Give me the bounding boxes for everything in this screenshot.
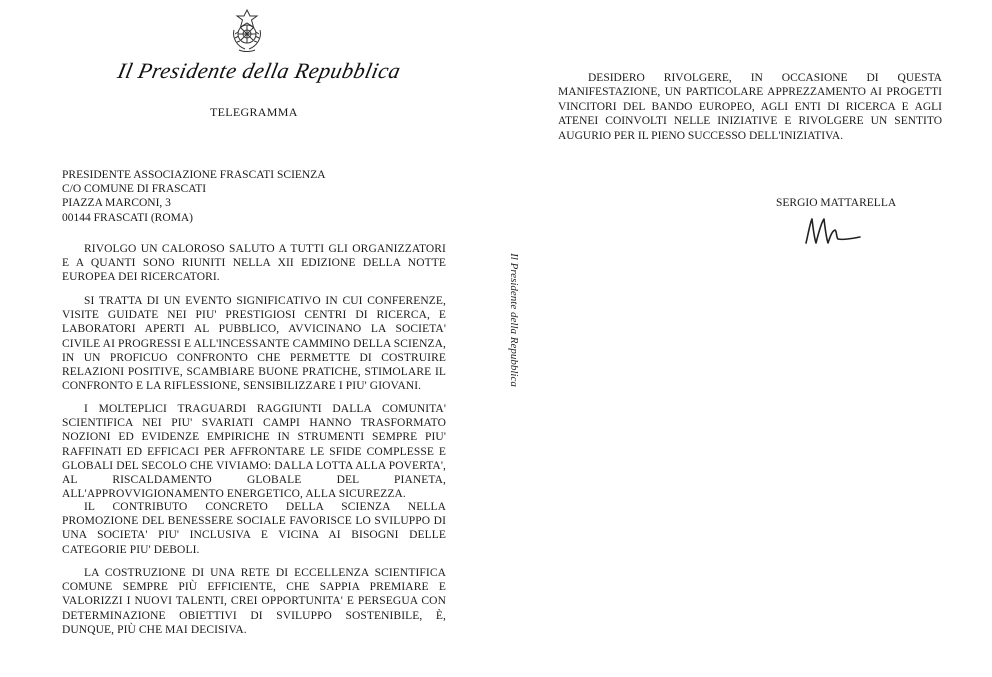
handwritten-signature-icon [802, 213, 866, 247]
address-line: C/O COMUNE DI FRASCATI [62, 183, 207, 196]
body-paragraph: SI TRATTA DI UN EVENTO SIGNIFICATIVO IN CUI CONFERENZE, VISITE GUIDATE NEI PIU' PRESTIGIOSI CENTRI DI RICERCA, E LABORATORI APERTI AL PUBBLICO, AVVICINANO LA SOCIETA' CIVILE AI PROGRESSI E ALL'INCESSANTE CAMMINO DELLA SCIENZA, IN UN PROFICUO CONFRONTO CHE PERMETTE DI COSTRUIRE RELAZIONI POSITIVE, SCAMBIARE BUONE PRATICHE, STIMOLARE IL CONFRONTO E LA RIFLESSIONE, SENSIBILIZZARE I PIU' GIOVANI. [62, 295, 446, 393]
italian-republic-emblem-icon [229, 8, 265, 54]
address-line: PRESIDENTE ASSOCIAZIONE FRASCATI SCIENZA [62, 169, 326, 181]
closing-paragraph: DESIDERO RIVOLGERE, IN OCCASIONE DI QUESTA MANIFESTAZIONE, UN PARTICOLARE APPREZZAMENTO AI PROGETTI VINCITORI DEL BANDO EUROPEO, AGLI ENTI DI RICERCA E AGLI ATENEI COINVOLTI NELLE INIZIATIVE E RIVOLGERE UN SENTITO AUGURIO PER IL PIENO SUCCESSO DELL'INIZIATIVA. [558, 72, 942, 142]
address-line: 00144 FRASCATI (ROMA) [62, 211, 193, 224]
vertical-letterhead-text: Il Presidente della Repubblica [508, 253, 520, 387]
letterhead-title: Il Presidente della Repubblica [115, 58, 404, 83]
address-line: PIAZZA MARCONI, 3 [62, 197, 171, 210]
body-paragraph: LA COSTRUZIONE DI UNA RETE DI ECCELLENZA SCIENTIFICA COMUNE SEMPRE PIÙ EFFICIENTE, CHE SAPPIA PREMIARE E VALORIZZI I NUOVI TALENTI, CREI OPPORTUNITA' E PERSEGUA CON DETERMINAZIONE OBIETTIVI DI SVILUPPO SOSTENIBILE, È, DUNQUE, PIÙ CHE MAI DECISIVA. [62, 567, 446, 636]
vertical-letterhead-mark [502, 235, 526, 405]
body-paragraph: I MOLTEPLICI TRAGUARDI RAGGIUNTI DALLA COMUNITA' SCIENTIFICA NEI PIU' SVARIATI CAMPI HANNO TRASFORMATO NOZIONI ED EVIDENZE EMPIRICHE IN STRUMENTI SEMPRE PIU' RAFFINATI ED EFFICACI PER AFFRONTARE LE SFIDE COMPLESSE E GLOBALI DEL SECOLO CHE VIVIAMO: DALLA LOTTA ALLA POVERTA', AL RISCALDAMENTO GLOBALE DEL PIANETA, ALL'APPROVVIGIONAMENTO ENERGETICO, ALLA SICUREZZA. [62, 403, 446, 501]
recipient-address [62, 168, 326, 225]
document-type: TELEGRAMMA [210, 105, 298, 119]
signatory-name: SERGIO MATTARELLA [776, 197, 897, 209]
body-paragraph: RIVOLGO UN CALOROSO SALUTO A TUTTI GLI ORGANIZZATORI E A QUANTI SONO RIUNITI NELLA XII EDIZIONE DELLA NOTTE EUROPEA DEI RICERCATORI. [62, 243, 446, 284]
body-paragraph: IL CONTRIBUTO CONCRETO DELLA SCIENZA NELLA PROMOZIONE DEL BENESSERE SOCIALE FAVORISCE LO SVILUPPO DI UNA SOCIETA' PIU' INCLUSIVA E VICINA AI BISOGNI DELLE CATEGORIE PIU' DEBOLI. [62, 501, 446, 556]
